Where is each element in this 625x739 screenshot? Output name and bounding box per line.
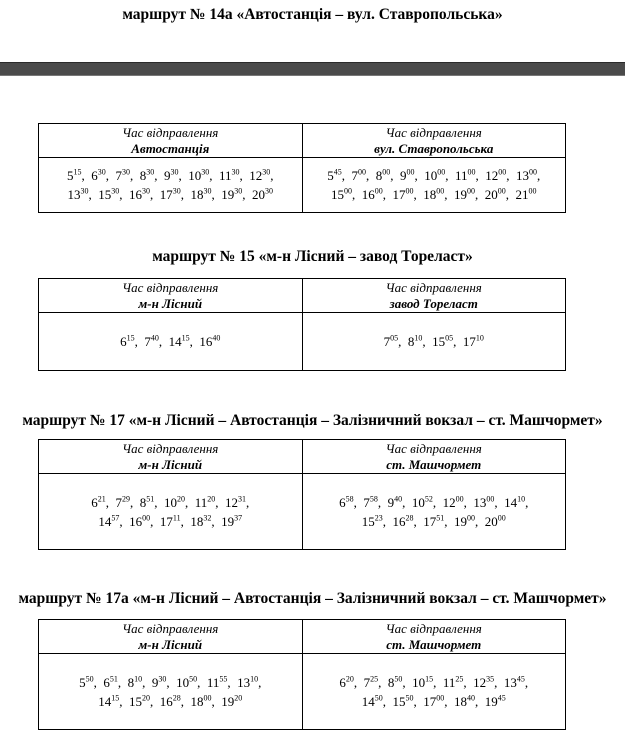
departure-time: $6^{20}$ [339,674,354,690]
departure-time: $18^{00}$ [423,186,445,202]
time-row: $15^{23}$, $16^{28}$, $17^{51}$, $19^{00}$, $20^{00}$ [361,513,506,529]
departure-time: $8^{10}$ [127,674,143,690]
time-row: $6^{21}$, $7^{29}$, $8^{51}$, $10^{20}$, $11^{20}$, $12^{31}$, [91,494,250,510]
time-row: $6^{15}$, $7^{40}$, $14^{15}$, $16^{40}$ [120,333,221,349]
departure-time: $14^{50}$ [361,693,383,709]
route-17-to-stop: ст. Машчормет [386,456,482,472]
route-17a-from-header [39,620,303,654]
departure-time: $10^{30}$ [188,167,210,183]
route-14a-to-times [302,158,566,213]
time-row: $5^{15}$, $6^{30}$, $7^{30}$, $8^{30}$, $9^{30}$, $10^{30}$, $11^{30}$, $12^{30}$, [66,167,274,183]
departure-time: $13^{00}$ [516,167,538,183]
departure-time: $17^{00}$ [392,186,414,202]
route-17a-to-stop: ст. Машчормет [386,636,482,652]
route-14a-from-header [39,124,303,158]
departure-time: $8^{30}$ [139,167,155,183]
time-row: $5^{45}$, $7^{00}$, $8^{00}$, $9^{00}$, $10^{00}$, $11^{00}$, $12^{00}$, $13^{00}$, [327,167,541,183]
route-17-from-times [39,474,303,550]
route-17-from-stop: м-н Лісний [138,456,203,472]
route-14a-from-header-label: Час відправлення [122,124,219,140]
departure-time: $5^{15}$ [66,167,82,183]
departure-time: $16^{40}$ [199,333,221,349]
route-17-schedule-table [38,439,566,550]
departure-time: $18^{00}$ [190,693,212,709]
departure-time: $10^{52}$ [411,494,433,510]
route-17a-to-times [302,654,566,730]
route-17-from-header-label: Час відправлення [122,440,219,456]
departure-time: $10^{50}$ [176,674,198,690]
route-17a-from-stop: м-н Лісний [138,636,203,652]
route-17a-to-header [302,620,566,654]
departure-time: $9^{00}$ [399,167,415,183]
departure-time: $10^{20}$ [163,494,185,510]
departure-time: $7^{40}$ [144,333,159,349]
departure-time: $17^{30}$ [159,186,181,202]
departure-time: $14^{57}$ [98,513,120,529]
route-15-schedule-table [38,278,566,371]
departure-time: $15^{23}$ [361,513,383,529]
departure-time: $6^{58}$ [339,494,354,510]
route-15-to-stop: завод Тореласт [389,295,478,311]
departure-time: $7^{25}$ [363,674,379,690]
departure-time: $16^{28}$ [159,693,181,709]
departure-time: $15^{30}$ [98,186,120,202]
departure-time: $16^{28}$ [392,513,414,529]
route-17-to-times [302,474,566,550]
route-15-to-header-label: Час відправлення [385,279,482,295]
route-14a-to-stop: вул. Ставропольська [374,140,494,156]
departure-time: $11^{55}$ [206,674,228,690]
departure-time: $9^{30}$ [151,674,167,690]
route-15-from-stop: м-н Лісний [138,295,203,311]
departure-time: $11^{20}$ [194,494,216,510]
route-15-from-header [39,279,303,313]
route-17-to-header [302,440,566,474]
departure-time: $20^{00}$ [484,513,506,529]
departure-time: $12^{00}$ [485,167,507,183]
departure-time: $15^{20}$ [129,693,150,709]
route-14a-to-header [302,124,566,158]
route-15-title: маршрут № 15 «м-н Лісний – завод Тореласт» [152,248,473,265]
time-row: $15^{00}$, $16^{00}$, $17^{00}$, $18^{00}$, $19^{00}$, $20^{00}$, $21^{00}$ [331,186,537,202]
departure-time: $8^{50}$ [387,674,403,690]
route-15-from-times [39,313,303,371]
departure-time: $13^{45}$ [503,674,525,690]
departure-time: $6^{51}$ [103,674,118,690]
time-row: $13^{30}$, $15^{30}$, $16^{30}$, $17^{30}$, $18^{30}$, $19^{30}$, $20^{30}$ [67,186,273,202]
departure-time: $12^{30}$ [249,167,271,183]
departure-time: $15^{50}$ [392,693,414,709]
departure-time: $17^{51}$ [423,513,445,529]
departure-time: $16^{30}$ [129,186,150,202]
departure-time: $12^{00}$ [442,494,464,510]
departure-time: $11^{30}$ [218,167,240,183]
route-14a-schedule-table [38,123,566,213]
route-17a-from-header-label: Час відправлення [122,620,219,636]
route-14a-from-times [39,158,303,213]
departure-time: $19^{00}$ [454,186,475,202]
departure-time: $18^{40}$ [454,693,475,709]
route-15-to-header [302,279,566,313]
route-17a-title: маршрут № 17а «м-н Лісний – Автостанція – Залізничний вокзал – ст. Машчормет» [18,590,607,607]
route-14a-to-header-label: Час відправлення [385,124,482,140]
time-row: $14^{50}$, $15^{50}$, $17^{00}$, $18^{40}$, $19^{45}$ [361,693,506,709]
departure-time: $8^{10}$ [407,333,423,349]
departure-time: $9^{30}$ [163,167,179,183]
departure-time: $17^{00}$ [423,693,445,709]
departure-time: $19^{20}$ [221,693,243,709]
route-17-title: маршрут № 17 «м-н Лісний – Автостанція – Залізничний вокзал – ст. Машчормет» [22,412,603,429]
departure-time: $15^{05}$ [432,333,454,349]
departure-time: $16^{00}$ [129,513,151,529]
departure-time: $14^{15}$ [98,693,120,709]
departure-time: $21^{00}$ [515,186,537,202]
departure-time: $5^{50}$ [79,674,94,690]
departure-time: $14^{10}$ [504,494,526,510]
time-row: $14^{15}$, $15^{20}$, $16^{28}$, $18^{00}$, $19^{20}$ [98,693,243,709]
top-divider-bar [0,62,625,76]
route-15-to-times [302,313,566,371]
departure-time: $17^{10}$ [462,333,484,349]
departure-time: $13^{30}$ [67,186,89,202]
departure-time: $7^{30}$ [115,167,130,183]
departure-time: $6^{21}$ [91,494,106,510]
route-17a-to-header-label: Час відправлення [385,620,482,636]
departure-time: $6^{15}$ [120,333,135,349]
departure-time: $7^{58}$ [363,494,378,510]
departure-time: $12^{35}$ [473,674,495,690]
route-17a-schedule-table [38,619,566,730]
departure-time: $20^{00}$ [484,186,506,202]
departure-time: $7^{05}$ [383,333,399,349]
departure-time: $19^{45}$ [484,693,506,709]
time-row: $7^{05}$, $8^{10}$, $15^{05}$, $17^{10}$ [383,333,484,349]
departure-time: $7^{29}$ [115,494,130,510]
departure-time: $9^{40}$ [387,494,403,510]
departure-time: $10^{15}$ [412,674,434,690]
departure-time: $17^{11}$ [159,513,181,529]
departure-time: $12^{31}$ [225,494,247,510]
departure-time: $18^{32}$ [190,513,212,529]
route-17-from-header [39,440,303,474]
departure-time: $14^{15}$ [168,333,190,349]
time-row: $6^{58}$, $7^{58}$, $9^{40}$, $10^{52}$, $12^{00}$, $13^{00}$, $14^{10}$, [339,494,529,510]
departure-time: $13^{10}$ [237,674,259,690]
route-17a-from-times [39,654,303,730]
route-15-from-header-label: Час відправлення [122,279,219,295]
route-14a-title: маршрут № 14а «Автостанція – вул. Ставропольська» [122,6,503,23]
route-17-to-header-label: Час відправлення [385,440,482,456]
departure-time: $16^{00}$ [361,186,383,202]
departure-time: $20^{30}$ [252,186,273,202]
time-row: $14^{57}$, $16^{00}$, $17^{11}$, $18^{32}$, $19^{37}$ [98,513,243,529]
departure-time: $11^{00}$ [454,167,476,183]
departure-time: $8^{00}$ [375,167,391,183]
departure-time: $19^{30}$ [221,186,243,202]
departure-time: $18^{30}$ [190,186,212,202]
time-row: $6^{20}$, $7^{25}$, $8^{50}$, $10^{15}$, $11^{25}$, $12^{35}$, $13^{45}$, [339,674,529,690]
departure-time: $6^{30}$ [91,167,106,183]
departure-time: $5^{45}$ [327,167,342,183]
departure-time: $7^{00}$ [351,167,366,183]
departure-time: $10^{00}$ [424,167,446,183]
departure-time: $13^{00}$ [473,494,495,510]
departure-time: $11^{25}$ [442,674,464,690]
departure-time: $19^{37}$ [221,513,243,529]
time-row: $5^{50}$, $6^{51}$, $8^{10}$, $9^{30}$, $10^{50}$, $11^{55}$, $13^{10}$, [79,674,262,690]
departure-time: $15^{00}$ [331,186,352,202]
departure-time: $8^{51}$ [139,494,155,510]
departure-time: $19^{00}$ [454,513,475,529]
route-14a-from-stop: Автостанція [131,140,210,156]
